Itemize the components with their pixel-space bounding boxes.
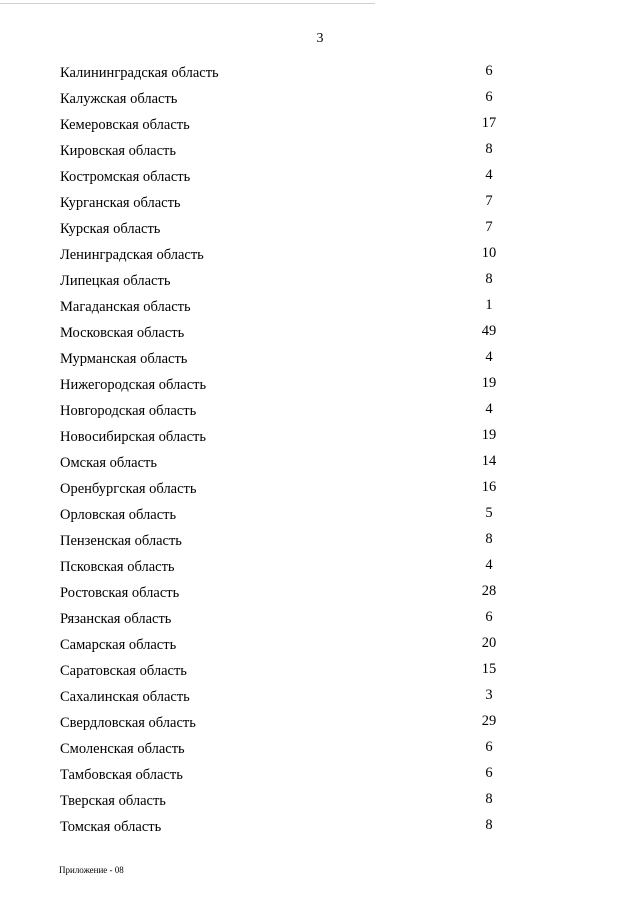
region-value: 6 bbox=[485, 609, 493, 625]
list-item bbox=[0, 319, 640, 345]
list-item bbox=[0, 475, 640, 501]
region-name: Пензенская область bbox=[60, 533, 182, 549]
region-name: Новосибирская область bbox=[60, 429, 206, 445]
region-name: Мурманская область bbox=[60, 351, 188, 367]
region-value: 29 bbox=[481, 713, 497, 729]
region-value: 49 bbox=[481, 323, 497, 339]
list-item bbox=[0, 215, 640, 241]
region-value: 16 bbox=[481, 479, 497, 495]
list-item bbox=[0, 111, 640, 137]
region-name: Магаданская область bbox=[60, 299, 191, 315]
region-name: Калужская область bbox=[60, 91, 178, 107]
list-item bbox=[0, 397, 640, 423]
list-item bbox=[0, 293, 640, 319]
region-name: Смоленская область bbox=[60, 741, 185, 757]
region-value: 6 bbox=[485, 89, 493, 105]
region-value: 8 bbox=[485, 817, 493, 833]
list-item bbox=[0, 527, 640, 553]
region-name: Ленинградская область bbox=[60, 247, 204, 263]
region-value: 7 bbox=[485, 193, 493, 209]
region-value: 6 bbox=[485, 739, 493, 755]
region-value: 10 bbox=[481, 245, 497, 261]
list-item bbox=[0, 501, 640, 527]
region-name: Костромская область bbox=[60, 169, 191, 185]
region-name: Нижегородская область bbox=[60, 377, 207, 393]
region-name: Тверская область bbox=[60, 793, 166, 809]
region-value: 14 bbox=[481, 453, 497, 469]
region-value: 8 bbox=[485, 791, 493, 807]
list-item bbox=[0, 189, 640, 215]
region-value: 28 bbox=[481, 583, 497, 599]
list-item bbox=[0, 813, 640, 839]
region-name: Сахалинская область bbox=[60, 689, 190, 705]
list-item bbox=[0, 137, 640, 163]
region-name: Кемеровская область bbox=[60, 117, 190, 133]
region-name: Курганская область bbox=[60, 195, 181, 211]
region-value: 4 bbox=[485, 401, 493, 417]
region-name: Ростовская область bbox=[60, 585, 180, 601]
region-name: Калининградская область bbox=[60, 65, 219, 81]
scan-edge-line bbox=[0, 3, 375, 4]
list-item bbox=[0, 241, 640, 267]
list-item bbox=[0, 605, 640, 631]
region-value: 6 bbox=[485, 765, 493, 781]
region-value: 15 bbox=[481, 661, 497, 677]
list-item bbox=[0, 449, 640, 475]
region-value: 7 bbox=[485, 219, 493, 235]
region-value: 8 bbox=[485, 141, 493, 157]
list-item bbox=[0, 657, 640, 683]
list-item bbox=[0, 683, 640, 709]
list-item bbox=[0, 267, 640, 293]
region-value: 8 bbox=[485, 271, 493, 287]
region-name: Тамбовская область bbox=[60, 767, 183, 783]
region-name: Самарская область bbox=[60, 637, 177, 653]
region-name: Орловская область bbox=[60, 507, 177, 523]
region-list bbox=[0, 59, 640, 839]
region-value: 4 bbox=[485, 349, 493, 365]
list-item bbox=[0, 735, 640, 761]
list-item bbox=[0, 553, 640, 579]
region-value: 17 bbox=[481, 115, 497, 131]
region-name: Омская область bbox=[60, 455, 157, 471]
list-item bbox=[0, 423, 640, 449]
list-item bbox=[0, 709, 640, 735]
list-item bbox=[0, 761, 640, 787]
region-name: Томская область bbox=[60, 819, 162, 835]
region-value: 4 bbox=[485, 167, 493, 183]
region-name: Оренбургская область bbox=[60, 481, 197, 497]
list-item bbox=[0, 85, 640, 111]
region-value: 4 bbox=[485, 557, 493, 573]
page-number: 3 bbox=[316, 31, 324, 46]
list-item bbox=[0, 579, 640, 605]
region-name: Кировская область bbox=[60, 143, 177, 159]
list-item bbox=[0, 163, 640, 189]
region-value: 5 bbox=[485, 505, 493, 521]
region-name: Новгородская область bbox=[60, 403, 197, 419]
list-item bbox=[0, 59, 640, 85]
region-name: Свердловская область bbox=[60, 715, 196, 731]
region-value: 19 bbox=[481, 427, 497, 443]
region-value: 8 bbox=[485, 531, 493, 547]
list-item bbox=[0, 345, 640, 371]
list-item bbox=[0, 631, 640, 657]
footer-note: Приложение - 08 bbox=[59, 865, 124, 875]
region-name: Псковская область bbox=[60, 559, 175, 575]
region-name: Саратовская область bbox=[60, 663, 187, 679]
region-name: Липецкая область bbox=[60, 273, 171, 289]
region-name: Московская область bbox=[60, 325, 185, 341]
region-value: 6 bbox=[485, 63, 493, 79]
region-value: 19 bbox=[481, 375, 497, 391]
list-item bbox=[0, 787, 640, 813]
region-value: 1 bbox=[485, 297, 493, 313]
region-value: 3 bbox=[485, 687, 493, 703]
region-name: Рязанская область bbox=[60, 611, 172, 627]
region-value: 20 bbox=[481, 635, 497, 651]
region-name: Курская область bbox=[60, 221, 161, 237]
list-item bbox=[0, 371, 640, 397]
